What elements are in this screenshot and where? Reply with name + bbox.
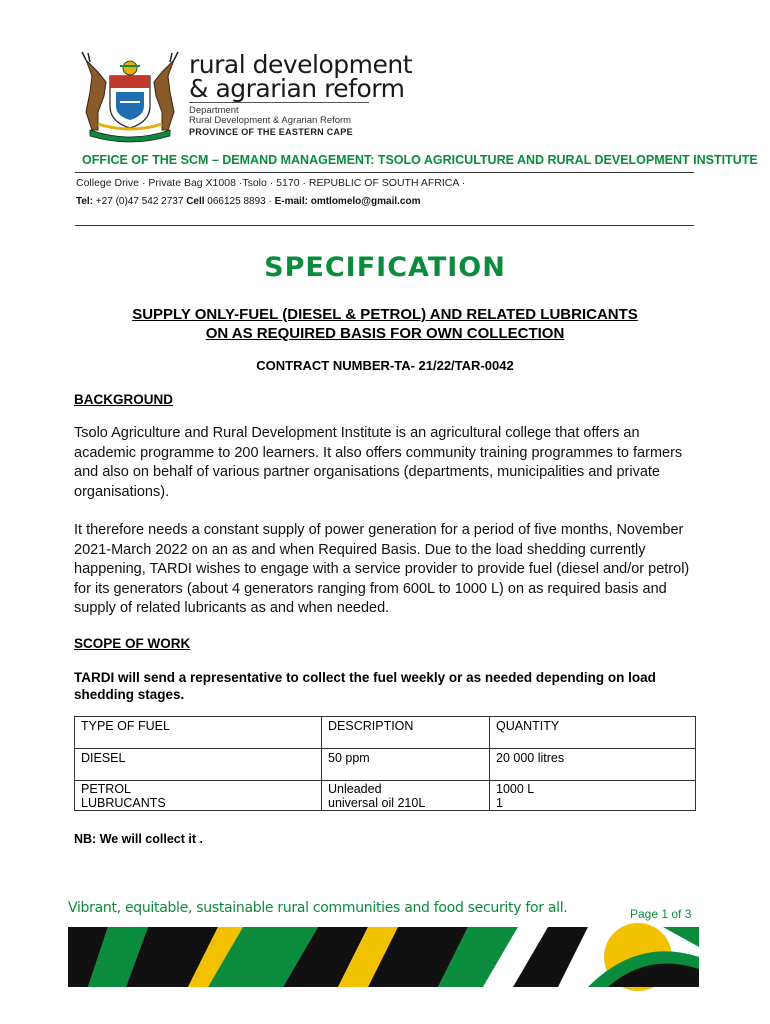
table-cell: 50 ppm bbox=[322, 749, 490, 781]
table-header-cell: TYPE OF FUEL bbox=[75, 717, 322, 749]
contact-line bbox=[76, 196, 420, 207]
table-cell-line: LUBRUCANTS bbox=[81, 796, 166, 810]
footer-banner-graphic bbox=[68, 927, 699, 987]
logo-divider bbox=[189, 102, 369, 103]
contract-number: CONTRACT NUMBER-TA- 21/22/TAR-0042 bbox=[256, 358, 514, 373]
table-cell-line: Unleaded bbox=[328, 782, 382, 796]
logo-line-1: rural development bbox=[189, 50, 413, 79]
page-number: Page 1 of 3 bbox=[630, 907, 692, 921]
scope-heading: SCOPE OF WORK bbox=[74, 636, 191, 651]
document-title: SPECIFICATION bbox=[264, 252, 506, 283]
scope-paragraph: TARDI will send a representative to collect the fuel weekly or as needed depending on load shedding stages. bbox=[74, 670, 656, 702]
office-heading bbox=[82, 152, 758, 168]
logo-department-name: Rural Development & Agrarian Reform bbox=[189, 115, 352, 126]
table-cell bbox=[322, 781, 490, 811]
document-subtitle bbox=[60, 305, 710, 343]
tel-value: +27 (0)47 542 2737 bbox=[93, 196, 187, 207]
postal-address: College Drive · Private Bag X1008 ·Tsolo · 5170 · REPUBLIC OF SOUTH AFRICA · bbox=[76, 177, 466, 189]
coat-of-arms-emblem bbox=[76, 52, 184, 138]
fuel-table bbox=[74, 716, 696, 811]
table-cell-line: 1 bbox=[496, 796, 503, 810]
tel-label: Tel: bbox=[76, 196, 94, 207]
table-cell: 20 000 litres bbox=[490, 749, 696, 781]
footer-slogan: Vibrant, equitable, sustainable rural communities and food security for all. bbox=[68, 900, 568, 916]
background-heading: BACKGROUND bbox=[74, 392, 173, 407]
header-divider-bottom bbox=[75, 225, 694, 226]
background-paragraph-1: Tsolo Agriculture and Rural Development Institute is an agricultural college that offers an academic programme to 200 learners. It also offers community training programmes to farmers and also on behalf of various partner organisations (departments, municipalities and private organisations). bbox=[74, 425, 683, 500]
table-cell-line: PETROL bbox=[81, 782, 132, 796]
table-cell-line: 1000 L bbox=[496, 782, 535, 796]
subtitle-line-2: ON AS REQUIRED BASIS FOR OWN COLLECTION bbox=[205, 325, 565, 342]
table-header-cell: QUANTITY bbox=[490, 717, 696, 749]
table-row bbox=[75, 749, 696, 781]
table-header-cell: DESCRIPTION bbox=[322, 717, 490, 749]
note-text: NB: We will collect it . bbox=[74, 832, 203, 846]
table-cell bbox=[490, 781, 696, 811]
email-label: E-mail: bbox=[274, 196, 308, 207]
table-cell bbox=[75, 781, 322, 811]
cell-label: Cell bbox=[186, 196, 205, 207]
table-row bbox=[75, 781, 696, 811]
subtitle-line-1: SUPPLY ONLY-FUEL (DIESEL & PETROL) AND RELATED LUBRICANTS bbox=[132, 306, 638, 323]
office-heading-text: OFFICE OF THE SCM – DEMAND MANAGEMENT: TSOLO AGRICULTURE AND RURAL DEVELOPMENT INSTITUTE bbox=[82, 153, 758, 167]
email-value: omtlomelo@gmail.com bbox=[307, 196, 421, 207]
cell-value: 066125 8893 · bbox=[204, 196, 275, 207]
logo-department-label: Department bbox=[189, 105, 239, 116]
header-divider-top bbox=[75, 172, 694, 173]
logo-province: PROVINCE OF THE EASTERN CAPE bbox=[189, 127, 353, 137]
background-paragraph-2: It therefore needs a constant supply of power generation for a period of five months, November 2021-March 2022 on an as and when Required Basis. Due to the load shedding currently happening, TARDI wishes to engage with a service provider to provide fuel (diesel and/or petrol) for its generators (about 4 generators ranging from 600L to 1000 L) on as required basis and supply of related lubricants as and when needed. bbox=[74, 522, 690, 616]
table-cell-line: universal oil 210L bbox=[328, 796, 426, 810]
table-header-row bbox=[75, 717, 696, 749]
logo-line-2: & agrarian reform bbox=[189, 74, 405, 103]
table-cell: DIESEL bbox=[75, 749, 322, 781]
